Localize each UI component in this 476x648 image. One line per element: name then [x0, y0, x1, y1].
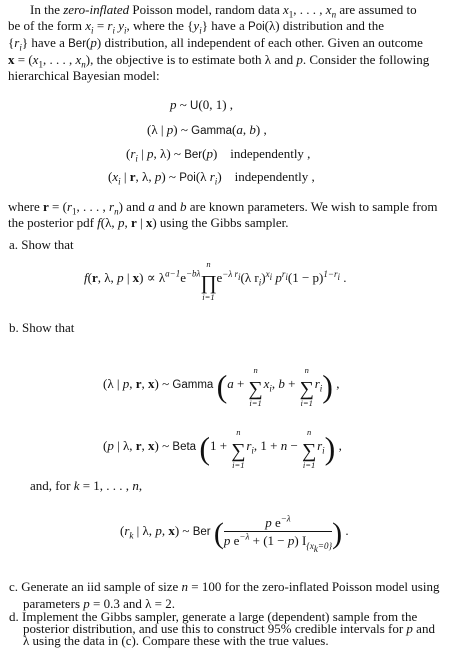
part-a-equation: f(r, λ, p | $x) \propto \lambda^{a-1}e^{-b\lambda}$ n ∏ i=1 $e^{-\lambda r_i}(\lambda$ $r_i)^{x_i}$ $p^{r_i}(1 - p)^{1-r_i}$ .: [84, 259, 347, 302]
model-equation-1: p ~ U(0, 1) ,: [170, 97, 234, 112]
bernoulli-fraction: $\frac{p e^{-\lambda}}{p e^{-\lambda} + (1 - p) I_{\{x_k=0\}}}$: [223, 513, 333, 554]
model-equation-3: ($r_i$ | p, λ) ~ Ber(p) independently ,: [126, 146, 311, 164]
part-d-line-2: posterior distribution, and use this to construct 95% credible intervals for p and: [23, 621, 435, 636]
part-c-line-1: c. Generate an iid sample of size n = 100 for the zero-inflated Poisson model using: [9, 579, 440, 594]
product-operator: n ∏ i=1: [200, 259, 217, 302]
intro-line-1: In the zero-inflated Poisson model, random data $x_1$, . . . , $x_n$ are assumed to: [30, 2, 417, 20]
intro-line-2: be of the form $x_i = r_i$ $y_i$, where the $\{y_i\}$ have a Poi(λ) distribution and the: [8, 18, 384, 36]
part-a-label: a. Show that: [9, 237, 74, 252]
model-equation-4: ($x_i$ | r, λ, p) ~ Poi(λ $r_i$) independently ,: [108, 169, 315, 187]
intro-line-4: $x = (x_1$, . . . , $x_n$), the objective is to estimate both λ and p. Consider the following: [8, 52, 430, 70]
model-equation-2: (λ | p) ~ Gamma(a, b) ,: [147, 122, 267, 137]
part-b-gamma-equation: (λ | p, r, x) ~ Gamma (a + n ∑ i=1 $x_i$, b + n ∑ i=1 $r_i$) ,: [103, 365, 340, 408]
where-line-1: where $r = (r_1$, . . . , $r_n$) and a and b are known parameters. We wish to sample from: [8, 199, 438, 217]
part-b-beta-equation: (p | λ, r, x) ~ Beta (1 + n ∑ i=1 $r_i$, 1 + n − n ∑ i=1 $r_i$) ,: [103, 427, 342, 470]
part-d-line-1: d. Implement the Gibbs sampler, generate a large (dependent) sample from the: [9, 609, 418, 624]
part-d-line-3: λ using the data in (c). Compare these with the true values.: [23, 633, 329, 648]
intro-line-5: hierarchical Bayesian model:: [8, 68, 160, 83]
where-line-2: the posterior pdf f(λ, p, r | x) using the Gibbs sampler.: [8, 215, 289, 230]
part-b-and-for-k: and, for k = 1, . . . , n,: [30, 478, 143, 493]
part-b-bernoulli-equation: ($r_k$ | λ, p, x) ~ Ber ( $\frac{p e^{-\lambda}}{p e^{-\lambda} + (1 - p) I_{\{x_k=0\}}}$ ) .: [120, 513, 349, 554]
intro-line-3: $\{r_i\}$ have a Ber(p) distribution, all independent of each other. Given an outcome: [8, 35, 423, 53]
part-c-line-2: parameters p = 0.3 and λ = 2.: [23, 596, 176, 611]
part-b-label: b. Show that: [9, 320, 75, 335]
